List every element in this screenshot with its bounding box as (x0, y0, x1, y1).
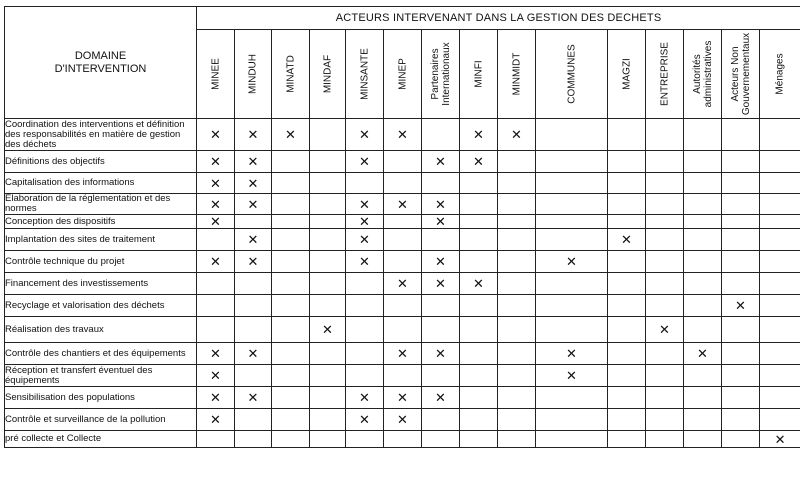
empty-cell (460, 317, 498, 343)
x-mark-cell: ✕ (384, 387, 422, 409)
empty-cell (272, 409, 310, 431)
domain-label: Recyclage et valorisation des déchets (5, 295, 197, 317)
empty-cell (646, 431, 684, 448)
empty-cell (384, 215, 422, 229)
table-row (5, 431, 800, 448)
x-mark-cell: ✕ (197, 173, 235, 194)
empty-cell (684, 295, 722, 317)
empty-cell (384, 151, 422, 173)
empty-cell (272, 387, 310, 409)
empty-cell (684, 387, 722, 409)
empty-cell (536, 387, 608, 409)
empty-cell (498, 151, 536, 173)
empty-cell (684, 215, 722, 229)
empty-cell (460, 173, 498, 194)
empty-cell (197, 317, 235, 343)
empty-cell (235, 317, 272, 343)
actor-header-label: MINMIDT (511, 52, 522, 96)
empty-cell (608, 387, 646, 409)
empty-cell (197, 295, 235, 317)
empty-cell (498, 229, 536, 251)
x-mark-cell: ✕ (235, 251, 272, 273)
table-row (5, 173, 800, 194)
empty-cell (498, 194, 536, 215)
table-row (5, 317, 800, 343)
actor-header (684, 30, 722, 119)
x-mark-cell: ✕ (272, 119, 310, 151)
empty-cell (608, 317, 646, 343)
actor-header (646, 30, 684, 119)
empty-cell (684, 317, 722, 343)
x-mark-cell: ✕ (197, 119, 235, 151)
x-mark-cell: ✕ (422, 273, 460, 295)
empty-cell (498, 317, 536, 343)
actor-header (235, 30, 272, 119)
empty-cell (608, 215, 646, 229)
domain-label: Implantation des sites de traitement (5, 229, 197, 251)
x-mark-cell: ✕ (346, 229, 384, 251)
empty-cell (272, 317, 310, 343)
empty-cell (684, 194, 722, 215)
domain-label: pré collecte et Collecte (5, 431, 197, 448)
table-row (5, 215, 800, 229)
empty-cell (722, 194, 760, 215)
empty-cell (272, 229, 310, 251)
empty-cell (536, 273, 608, 295)
empty-cell (310, 365, 346, 387)
x-mark-cell: ✕ (384, 273, 422, 295)
table-body (5, 119, 800, 448)
empty-cell (460, 409, 498, 431)
empty-cell (760, 295, 800, 317)
empty-cell (536, 194, 608, 215)
empty-cell (684, 409, 722, 431)
domain-label: Contrôle des chantiers et des équipements (5, 343, 197, 365)
empty-cell (498, 295, 536, 317)
actors-group-title: ACTEURS INTERVENANT DANS LA GESTION DES DECHETS (197, 7, 800, 30)
empty-cell (384, 431, 422, 448)
domain-label: Sensibilisation des populations (5, 387, 197, 409)
empty-cell (722, 387, 760, 409)
empty-cell (646, 409, 684, 431)
empty-cell (422, 365, 460, 387)
domain-label: Réception et transfert éventuel des équipements (5, 365, 197, 387)
empty-cell (646, 387, 684, 409)
empty-cell (346, 365, 384, 387)
empty-cell (310, 295, 346, 317)
x-mark-cell: ✕ (722, 295, 760, 317)
empty-cell (760, 229, 800, 251)
empty-cell (722, 151, 760, 173)
actor-header-label: Partenaires Internationaux (429, 42, 452, 106)
empty-cell (310, 229, 346, 251)
x-mark-cell: ✕ (197, 343, 235, 365)
empty-cell (498, 251, 536, 273)
table-row (5, 409, 800, 431)
empty-cell (722, 119, 760, 151)
actor-header (197, 30, 235, 119)
empty-cell (346, 173, 384, 194)
x-mark-cell: ✕ (235, 343, 272, 365)
actor-header (272, 30, 310, 119)
empty-cell (346, 431, 384, 448)
actor-header (722, 30, 760, 119)
actor-header (310, 30, 346, 119)
empty-cell (608, 431, 646, 448)
table-row (5, 251, 800, 273)
empty-cell (272, 173, 310, 194)
x-mark-cell: ✕ (422, 387, 460, 409)
actor-header-label: MINDUH (247, 54, 259, 94)
empty-cell (722, 431, 760, 448)
empty-cell (384, 251, 422, 273)
empty-cell (460, 251, 498, 273)
domain-label: Élaboration de la réglementation et des normes (5, 194, 197, 215)
empty-cell (760, 365, 800, 387)
empty-cell (498, 387, 536, 409)
x-mark-cell: ✕ (197, 215, 235, 229)
empty-cell (498, 215, 536, 229)
empty-cell (722, 251, 760, 273)
empty-cell (235, 215, 272, 229)
x-mark-cell: ✕ (536, 343, 608, 365)
actor-header-label: Autorités administratives (691, 40, 714, 108)
empty-cell (536, 215, 608, 229)
x-mark-cell: ✕ (760, 431, 800, 448)
empty-cell (272, 151, 310, 173)
actors-domain-table (4, 6, 800, 448)
empty-cell (460, 365, 498, 387)
empty-cell (235, 273, 272, 295)
table-row (5, 119, 800, 151)
empty-cell (498, 365, 536, 387)
actor-header-label: MAGZI (621, 58, 632, 90)
empty-cell (422, 295, 460, 317)
empty-cell (460, 387, 498, 409)
x-mark-cell: ✕ (197, 365, 235, 387)
empty-cell (608, 365, 646, 387)
x-mark-cell: ✕ (536, 365, 608, 387)
x-mark-cell: ✕ (346, 215, 384, 229)
x-mark-cell: ✕ (235, 387, 272, 409)
empty-cell (498, 409, 536, 431)
empty-cell (422, 229, 460, 251)
empty-cell (722, 229, 760, 251)
empty-cell (760, 387, 800, 409)
x-mark-cell: ✕ (346, 119, 384, 151)
empty-cell (760, 215, 800, 229)
domain-label: Coordination des interventions et définition des responsabilités en matière de gestion des déchets (5, 119, 197, 151)
empty-cell (684, 229, 722, 251)
empty-cell (684, 431, 722, 448)
x-mark-cell: ✕ (646, 317, 684, 343)
empty-cell (608, 173, 646, 194)
empty-cell (235, 409, 272, 431)
actor-header (498, 30, 536, 119)
empty-cell (646, 365, 684, 387)
x-mark-cell: ✕ (460, 119, 498, 151)
empty-cell (684, 365, 722, 387)
empty-cell (197, 229, 235, 251)
empty-cell (760, 194, 800, 215)
empty-cell (460, 194, 498, 215)
empty-cell (272, 273, 310, 295)
empty-cell (272, 431, 310, 448)
empty-cell (310, 151, 346, 173)
empty-cell (684, 151, 722, 173)
x-mark-cell: ✕ (422, 251, 460, 273)
actor-header-label: Ménages (774, 53, 786, 95)
empty-cell (310, 431, 346, 448)
empty-cell (310, 273, 346, 295)
domain-label: Financement des investissements (5, 273, 197, 295)
empty-cell (272, 343, 310, 365)
empty-cell (760, 119, 800, 151)
empty-cell (235, 295, 272, 317)
domain-label: Contrôle technique du projet (5, 251, 197, 273)
empty-cell (498, 273, 536, 295)
empty-cell (422, 119, 460, 151)
table-row (5, 229, 800, 251)
x-mark-cell: ✕ (384, 409, 422, 431)
empty-cell (272, 215, 310, 229)
table-row (5, 273, 800, 295)
domain-header-text: DOMAINE D'INTERVENTION (54, 49, 147, 75)
empty-cell (722, 173, 760, 194)
empty-cell (498, 431, 536, 448)
empty-cell (346, 343, 384, 365)
empty-cell (760, 317, 800, 343)
empty-cell (310, 173, 346, 194)
table-row (5, 365, 800, 387)
empty-cell (646, 215, 684, 229)
empty-cell (310, 215, 346, 229)
empty-cell (608, 295, 646, 317)
x-mark-cell: ✕ (235, 151, 272, 173)
empty-cell (684, 119, 722, 151)
empty-cell (536, 173, 608, 194)
table-row (5, 151, 800, 173)
x-mark-cell: ✕ (235, 119, 272, 151)
table-row (5, 387, 800, 409)
x-mark-cell: ✕ (197, 409, 235, 431)
actor-header (760, 30, 800, 119)
empty-cell (460, 229, 498, 251)
empty-cell (346, 317, 384, 343)
empty-cell (722, 273, 760, 295)
table-row (5, 295, 800, 317)
empty-cell (197, 273, 235, 295)
empty-cell (608, 273, 646, 295)
empty-cell (646, 295, 684, 317)
empty-cell (310, 343, 346, 365)
empty-cell (460, 343, 498, 365)
x-mark-cell: ✕ (384, 119, 422, 151)
x-mark-cell: ✕ (460, 151, 498, 173)
empty-cell (536, 119, 608, 151)
empty-cell (536, 151, 608, 173)
domain-label: Capitalisation des informations (5, 173, 197, 194)
empty-cell (684, 173, 722, 194)
x-mark-cell: ✕ (235, 173, 272, 194)
empty-cell (422, 317, 460, 343)
empty-cell (760, 343, 800, 365)
empty-cell (310, 409, 346, 431)
actor-header (422, 30, 460, 119)
empty-cell (310, 194, 346, 215)
empty-cell (536, 317, 608, 343)
x-mark-cell: ✕ (498, 119, 536, 151)
x-mark-cell: ✕ (608, 229, 646, 251)
empty-cell (310, 119, 346, 151)
empty-cell (235, 365, 272, 387)
empty-cell (272, 295, 310, 317)
empty-cell (197, 431, 235, 448)
empty-cell (536, 295, 608, 317)
actor-header-label: MINATD (285, 55, 296, 93)
empty-cell (646, 251, 684, 273)
domain-label: Conception des dispositifs (5, 215, 197, 229)
x-mark-cell: ✕ (197, 387, 235, 409)
empty-cell (498, 173, 536, 194)
actor-header (460, 30, 498, 119)
empty-cell (760, 251, 800, 273)
empty-cell (646, 173, 684, 194)
empty-cell (272, 194, 310, 215)
empty-cell (760, 273, 800, 295)
empty-cell (272, 365, 310, 387)
actor-header-label: COMMUNES (566, 44, 577, 104)
actor-header (536, 30, 608, 119)
x-mark-cell: ✕ (346, 251, 384, 273)
actor-header-label: MINEE (210, 58, 221, 90)
x-mark-cell: ✕ (346, 194, 384, 215)
empty-cell (422, 173, 460, 194)
actor-header (384, 30, 422, 119)
empty-cell (646, 194, 684, 215)
empty-cell (722, 317, 760, 343)
empty-cell (760, 173, 800, 194)
empty-cell (536, 431, 608, 448)
actor-header-label: MINEP (397, 58, 408, 90)
empty-cell (384, 295, 422, 317)
empty-cell (684, 273, 722, 295)
x-mark-cell: ✕ (197, 251, 235, 273)
empty-cell (646, 273, 684, 295)
x-mark-cell: ✕ (536, 251, 608, 273)
x-mark-cell: ✕ (422, 151, 460, 173)
actor-header-label: MINFI (473, 60, 484, 88)
empty-cell (722, 343, 760, 365)
empty-cell (384, 173, 422, 194)
empty-cell (608, 119, 646, 151)
empty-cell (460, 431, 498, 448)
empty-cell (460, 215, 498, 229)
actor-header-label: MINDAF (322, 54, 333, 94)
x-mark-cell: ✕ (460, 273, 498, 295)
x-mark-cell: ✕ (422, 215, 460, 229)
empty-cell (608, 151, 646, 173)
empty-cell (310, 387, 346, 409)
empty-cell (384, 229, 422, 251)
domain-label: Réalisation des travaux (5, 317, 197, 343)
actor-header-label: Acteurs Non Gouvernementaux (729, 32, 752, 116)
actor-header (346, 30, 384, 119)
empty-cell (722, 409, 760, 431)
empty-cell (760, 409, 800, 431)
empty-cell (235, 431, 272, 448)
empty-cell (608, 251, 646, 273)
empty-cell (536, 409, 608, 431)
empty-cell (646, 229, 684, 251)
empty-cell (498, 343, 536, 365)
empty-cell (608, 343, 646, 365)
domain-label: Contrôle et surveillance de la pollution (5, 409, 197, 431)
empty-cell (608, 409, 646, 431)
empty-cell (608, 194, 646, 215)
x-mark-cell: ✕ (422, 194, 460, 215)
empty-cell (536, 229, 608, 251)
empty-cell (684, 251, 722, 273)
empty-cell (460, 295, 498, 317)
empty-cell (346, 295, 384, 317)
empty-cell (384, 365, 422, 387)
x-mark-cell: ✕ (310, 317, 346, 343)
actor-header-label: MINSANTE (359, 48, 370, 100)
x-mark-cell: ✕ (684, 343, 722, 365)
table-row (5, 343, 800, 365)
empty-cell (310, 251, 346, 273)
x-mark-cell: ✕ (235, 194, 272, 215)
x-mark-cell: ✕ (197, 151, 235, 173)
empty-cell (346, 273, 384, 295)
empty-cell (384, 317, 422, 343)
domain-column-header (5, 7, 197, 119)
table-row (5, 194, 800, 215)
actor-header-label: ENTREPRISE (659, 42, 670, 106)
empty-cell (422, 409, 460, 431)
x-mark-cell: ✕ (235, 229, 272, 251)
actor-header (608, 30, 646, 119)
domain-label: Définitions des objectifs (5, 151, 197, 173)
x-mark-cell: ✕ (384, 343, 422, 365)
empty-cell (646, 119, 684, 151)
x-mark-cell: ✕ (346, 387, 384, 409)
empty-cell (646, 343, 684, 365)
x-mark-cell: ✕ (422, 343, 460, 365)
empty-cell (722, 365, 760, 387)
x-mark-cell: ✕ (346, 409, 384, 431)
empty-cell (422, 431, 460, 448)
empty-cell (722, 215, 760, 229)
x-mark-cell: ✕ (384, 194, 422, 215)
empty-cell (272, 251, 310, 273)
empty-cell (760, 151, 800, 173)
x-mark-cell: ✕ (197, 194, 235, 215)
x-mark-cell: ✕ (346, 151, 384, 173)
empty-cell (646, 151, 684, 173)
